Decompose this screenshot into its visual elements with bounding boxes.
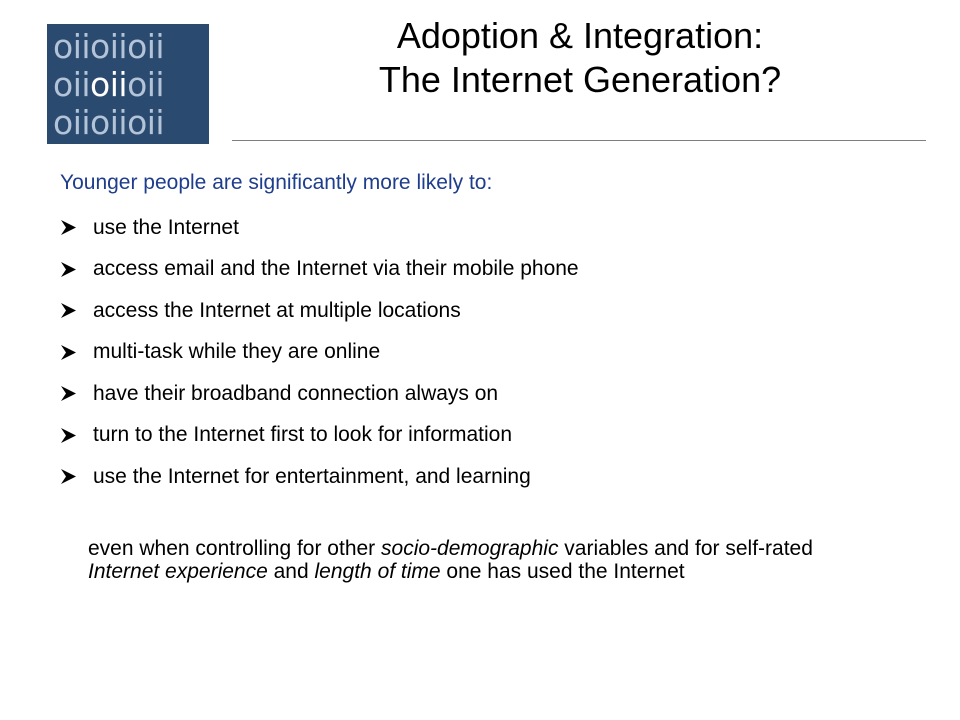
bullet-item [60, 332, 579, 374]
bullet-item [60, 249, 579, 291]
bullet-item [60, 290, 579, 332]
note-text: and [267, 560, 315, 583]
note-text: variables and for self-rated [558, 537, 813, 560]
note-emphasis: socio-demographic [381, 537, 559, 560]
logo-row [53, 66, 209, 104]
arrow-bullet-icon [60, 468, 77, 485]
note-text: one has used the Internet [440, 560, 685, 583]
logo-text: oii [53, 27, 91, 66]
arrow-bullet-icon [60, 219, 77, 236]
bullet-text: multi-task while they are online [93, 340, 381, 364]
bullet-item [60, 415, 579, 457]
logo-text: oii [127, 27, 165, 66]
logo-text: oii [90, 103, 128, 142]
title-line-2: The Internet Generation? [378, 59, 782, 100]
logo-row [53, 104, 209, 142]
qualifying-note [88, 537, 888, 583]
bullet-list [60, 207, 579, 498]
note-text: even when controlling for other [88, 537, 382, 560]
arrow-bullet-icon [60, 427, 77, 444]
title-divider [232, 140, 926, 141]
bullet-text: use the Internet [93, 215, 239, 239]
intro-text: Younger people are significantly more likely to: [60, 171, 493, 194]
bullet-text: turn to the Internet first to look for information [93, 423, 513, 447]
logo-text: oii [90, 27, 128, 66]
logo-row [53, 28, 209, 66]
arrow-bullet-icon [60, 344, 77, 361]
bullet-text: access email and the Internet via their mobile phone [93, 257, 579, 281]
arrow-bullet-icon [60, 261, 77, 278]
bullet-text: use the Internet for entertainment, and learning [93, 464, 531, 488]
logo-text: oii [53, 103, 91, 142]
logo-text-highlight: oii [90, 65, 128, 104]
bullet-item [60, 456, 579, 498]
arrow-bullet-icon [60, 302, 77, 319]
logo-text: oii [127, 65, 165, 104]
oii-logo [47, 24, 209, 144]
arrow-bullet-icon [60, 385, 77, 402]
note-emphasis: length of time [314, 560, 441, 583]
slide-title [230, 14, 930, 102]
logo-text: oii [127, 103, 165, 142]
bullet-text: access the Internet at multiple locations [93, 298, 461, 322]
bullet-item [60, 373, 579, 415]
note-emphasis: Internet experience [88, 560, 268, 583]
title-line-1: Adoption & Integration: [396, 15, 764, 56]
bullet-text: have their broadband connection always on [93, 381, 499, 405]
bullet-item [60, 207, 579, 249]
logo-text: oii [53, 65, 91, 104]
